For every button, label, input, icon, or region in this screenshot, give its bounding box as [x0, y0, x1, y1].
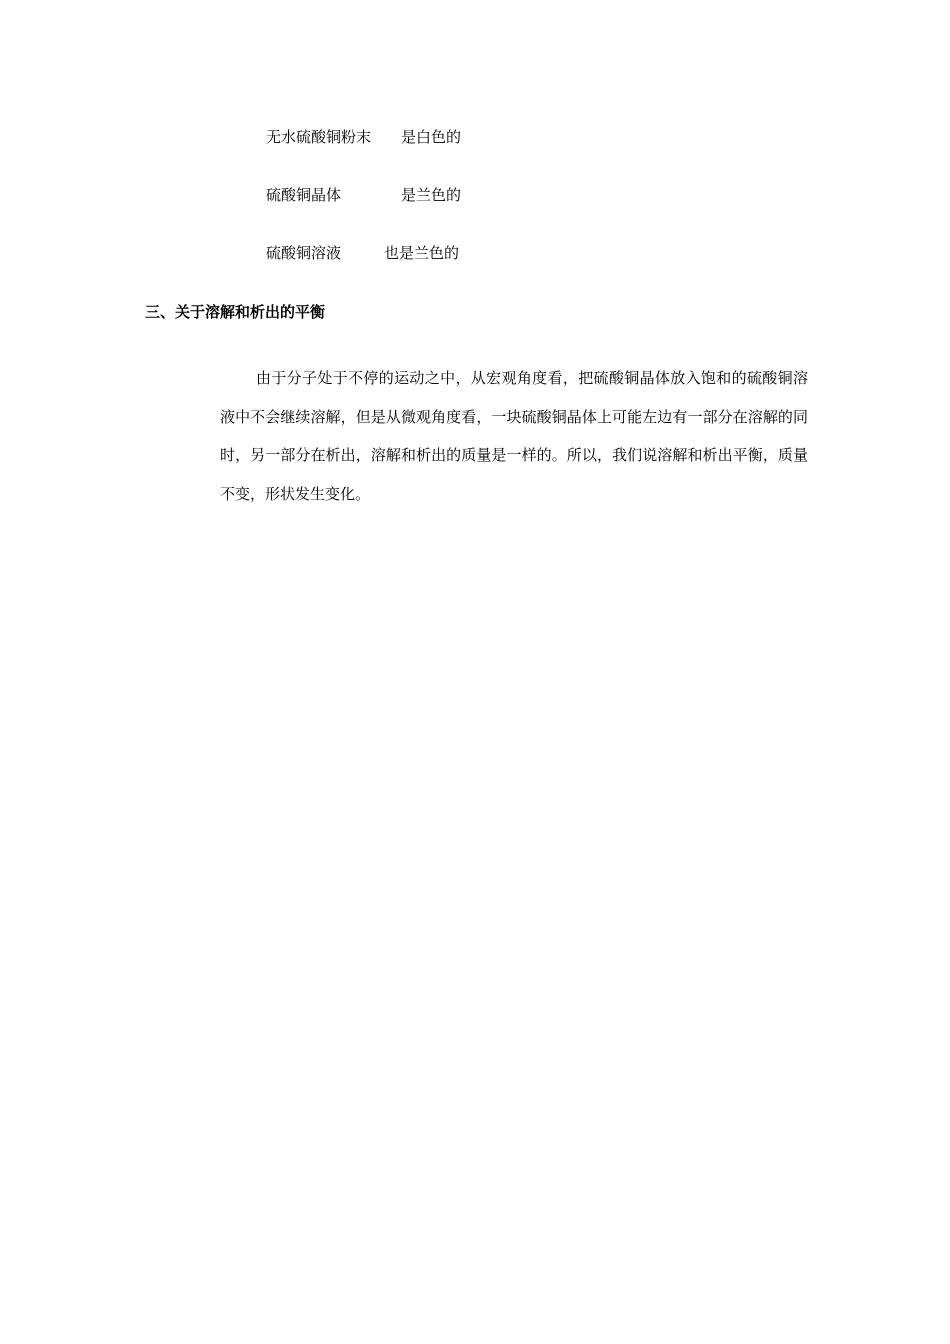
property-term: 硫酸铜晶体 [266, 186, 342, 204]
property-term: 无水硫酸铜粉末 [266, 128, 372, 146]
property-description: 是白色的 [401, 128, 462, 146]
property-term: 硫酸铜溶液 [266, 244, 342, 262]
property-line-crystal [266, 185, 462, 205]
section-paragraph: 由于分子处于不停的运动之中，从宏观角度看，把硫酸铜晶体放入饱和的硫酸铜溶液中不会继续溶解，但是从微观角度看，一块硫酸铜晶体上可能左边有一部分在溶解的同时，另一部分在析出，溶解和析出的质量是一样的。所以，我们说溶解和析出平衡，质量不变，形状发生变化。 [220, 369, 808, 503]
property-description: 是兰色的 [401, 186, 462, 204]
property-line-anhydrous-powder [266, 127, 462, 147]
section-heading: 三、关于溶解和析出的平衡 [145, 303, 326, 321]
property-description: 也是兰色的 [384, 244, 460, 262]
property-line-solution [266, 243, 460, 263]
